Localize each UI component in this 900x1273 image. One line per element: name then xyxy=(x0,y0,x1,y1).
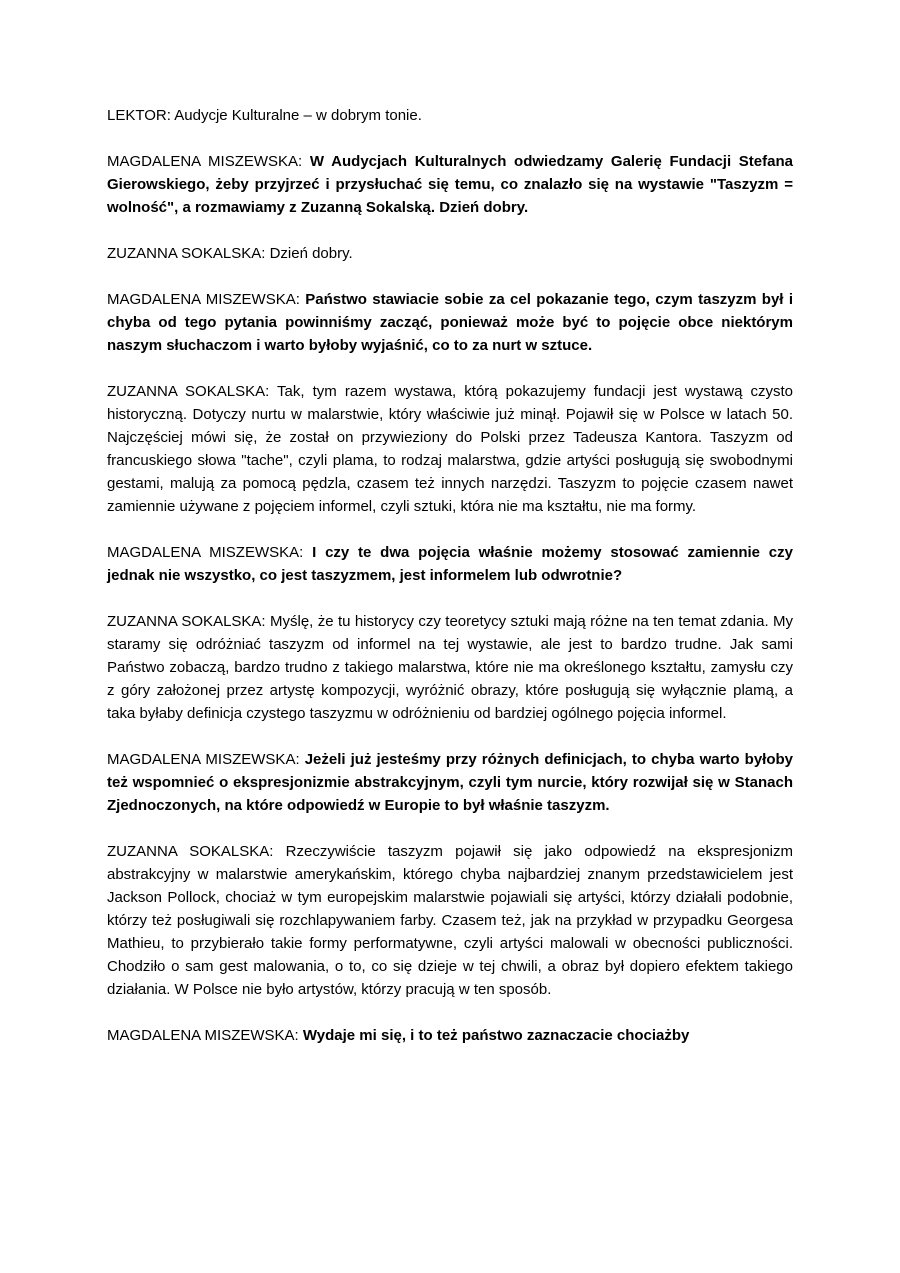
speech-text: Rzeczywiście taszyzm pojawił się jako odpowiedź na ekspresjonizm abstrakcyjny w malarstwie amerykańskim, którego chyba najbardziej znanym przedstawicielem jest Jackson Pollock, chociaż w tym europejskim malarstwie pojawiali się artyści, którzy działali podobnie, którzy też posługiwali się rozchlapywaniem farby. Czasem też, jak na przykład w przypadku Georgesa Mathieu, to przybierało takie formy performatywne, czyli artyści malowali w obecności publiczności. Chodziło o sam gest malowania, o to, co się dzieje w tej chwili, a obraz był dopiero efektem takiego działania. W Polsce nie było artystów, którzy pracują w ten sposób. xyxy=(107,843,793,998)
speaker-name: MAGDALENA MISZEWSKA: xyxy=(107,544,304,561)
speech-text: Państwo stawiacie sobie za cel pokazanie tego, czym taszyzm był i chyba od tego pytania powinniśmy zacząć, ponieważ może być to pojęcie obce niektórym naszym słuchaczom i warto byłoby wyjaśnić, co to za nurt w sztuce. xyxy=(107,291,793,354)
transcript-paragraph xyxy=(107,541,793,587)
speech-text: I czy te dwa pojęcia właśnie możemy stosować zamiennie czy jednak nie wszystko, co jest taszyzmem, jest informelem lub odwrotnie? xyxy=(107,544,793,584)
speaker-name: MAGDALENA MISZEWSKA: xyxy=(107,751,300,768)
speech-text: Myślę, że tu historycy czy teoretycy sztuki mają różne na ten temat zdania. My staramy się odróżniać taszyzm od informel na tej wystawie, ale jest to bardzo trudne. Jak sami Państwo zobaczą, bardzo trudno z takiego malarstwa, które nie ma określonego kształtu, zamysłu czy z góry założonej przez artystę kompozycji, wyróżnić obrazy, które posługują się wyłącznie plamą, a taka byłaby definicja czystego taszyzmu w odróżnieniu od bardziej ogólnego pojęcia informel. xyxy=(107,613,793,722)
transcript-paragraph xyxy=(107,380,793,518)
transcript-paragraph xyxy=(107,748,793,817)
transcript-body xyxy=(107,104,793,1070)
speaker-name: ZUZANNA SOKALSKA: xyxy=(107,383,270,400)
speech-text: Wydaje mi się, i to też państwo zaznaczacie chociażby xyxy=(302,1027,690,1044)
transcript-paragraph xyxy=(107,610,793,725)
speech-text: Tak, tym razem wystawa, którą pokazujemy fundacji jest wystawą czysto historyczną. Dotyczy nurtu w malarstwie, który właściwie już minął. Pojawił się w Polsce w latach 50. Najczęściej mówi się, że został on przywieziony do Polski przez Tadeusza Kantora. Taszyzm od francuskiego słowa "tache", czyli plama, to rodzaj malarstwa, gdzie artyści posługują się swobodnymi gestami, malują za pomocą pędzla, czasem też innych narzędzi. Taszyzm to pojęcie czasem nawet zamiennie używane z pojęciem informel, czyli sztuki, która nie ma kształtu, nie ma formy. xyxy=(107,383,793,515)
speaker-name: MAGDALENA MISZEWSKA: xyxy=(107,1027,299,1044)
speech-text: W Audycjach Kulturalnych odwiedzamy Galerię Fundacji Stefana Gierowskiego, żeby przyjrzeć i przysłuchać się temu, co znalazło się na wystawie "Taszyzm = wolność", a rozmawiamy z Zuzanną Sokalską. Dzień dobry. xyxy=(107,153,793,216)
speech-text: Audycje Kulturalne – w dobrym tonie. xyxy=(174,107,422,124)
speaker-name: MAGDALENA MISZEWSKA: xyxy=(107,153,303,170)
transcript-paragraph xyxy=(107,1024,793,1047)
speaker-name: ZUZANNA SOKALSKA: xyxy=(107,245,266,262)
speaker-name: LEKTOR: xyxy=(107,107,171,124)
transcript-paragraph xyxy=(107,840,793,1001)
speech-text: Jeżeli już jesteśmy przy różnych definicjach, to chyba warto byłoby też wspomnieć o ekspresjonizmie abstrakcyjnym, czyli tym nurcie, który rozwijał się w Stanach Zjednoczonych, na które odpowiedź w Europie to był właśnie taszyzm. xyxy=(107,751,793,814)
speaker-name: MAGDALENA MISZEWSKA: xyxy=(107,291,300,308)
speech-text: Dzień dobry. xyxy=(269,245,353,262)
speaker-name: ZUZANNA SOKALSKA: xyxy=(107,613,266,630)
speaker-name: ZUZANNA SOKALSKA: xyxy=(107,843,274,860)
transcript-paragraph xyxy=(107,150,793,219)
transcript-paragraph xyxy=(107,104,793,127)
transcript-paragraph xyxy=(107,242,793,265)
transcript-paragraph xyxy=(107,288,793,357)
